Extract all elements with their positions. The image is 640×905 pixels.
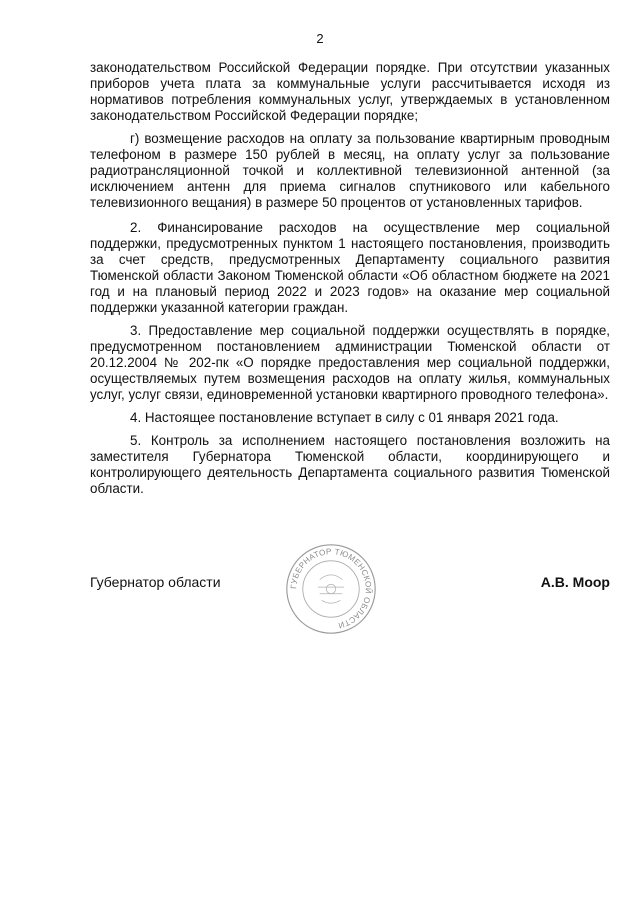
paragraph-item-5: 5. Контроль за исполнением настоящего постановления возложить на заместителя Губернатора Тюменской области, координирующего и контролирующего деятельность Департамента социального развития Тюменской области. <box>90 433 610 496</box>
page-number: 2 <box>316 31 324 46</box>
paragraph-item-3: 3. Предоставление мер социальной поддержки осуществлять в порядке, предусмотренном постановлением администрации Тюменской области от 20.12.2004 № 202-пк «О порядке предоставления мер социальной поддержки, осуществляемых путем возмещения расходов на оплату жилья, коммунальных услуг, услуг связи, единовременной установки квартирного проводного телефона». <box>90 323 610 402</box>
paragraph-item-2: 2. Финансирование расходов на осуществление мер социальной поддержки, предусмотренных пунктом 1 настоящего постановления, производить за счет средств, предусмотренных Департаменту социального развития Тюменской области Законом Тюменской области «Об областном бюджете на 2021 год и на плановый период 2022 и 2023 годов» на оказание мер социальной поддержки указанной категории граждан. <box>90 220 610 315</box>
signatory-title: Губернатор области <box>90 574 221 590</box>
document-body <box>90 60 610 504</box>
signatory-name: А.В. Моор <box>540 574 610 590</box>
paragraph-subitem-g: г) возмещение расходов на оплату за пользование квартирным проводным телефоном в размере 150 рублей в месяц, на оплату услуг за пользование радиотрансляционной точкой и коллективной телевизионной антенной (за исключением антенн для приема сигналов спутникового или кабельного телевизионного вещания) в размере 50 процентов от установленных тарифов. <box>90 131 610 210</box>
signature-block <box>90 574 610 598</box>
paragraph-continuation: законодательством Российской Федерации порядке. При отсутствии указанных приборов учета плата за коммунальные услуги рассчитывается исходя из нормативов потребления коммунальных услуг, утверждаемых в установленном законодательством Российской Федерации порядке; <box>90 60 610 123</box>
seal-legend: ГУБЕРНАТОР ТЮМЕНСКОЙ ОБЛАСТИ <box>289 547 373 631</box>
paragraph-item-4: 4. Настоящее постановление вступает в силу с 01 января 2021 года. <box>130 410 559 425</box>
